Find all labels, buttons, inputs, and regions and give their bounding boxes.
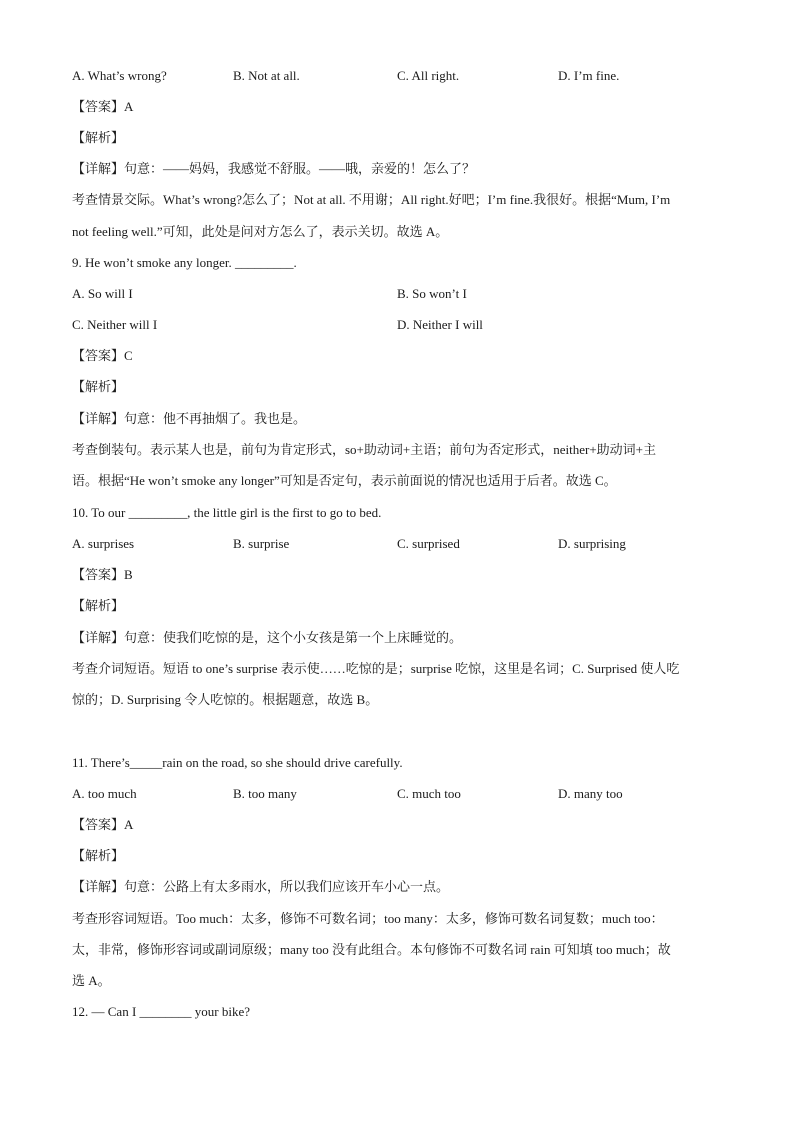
q9-option-b: B. So won’t I: [397, 286, 467, 301]
q10-option-d: D. surprising: [558, 536, 626, 551]
q9-detail: 【详解】句意：他不再抽烟了。我也是。: [72, 411, 307, 426]
q11-detail: 【详解】句意：公路上有太多雨水，所以我们应该开车小心一点。: [72, 879, 450, 894]
q8-option-d: D. I’m fine.: [558, 68, 620, 83]
q10-option-b: B. surprise: [233, 536, 290, 551]
q8-option-b: B. Not at all.: [233, 68, 300, 83]
q8-option-a: A. What’s wrong?: [72, 68, 167, 83]
q8-detail: 【详解】句意：——妈妈，我感觉不舒服。——哦，亲爱的！怎么了？: [72, 161, 476, 176]
q9-explain-line-1: 考查倒装句。表示某人也是，前句为肯定形式，so+助动词+主语；前句为否定形式，neither+助动词+主: [72, 442, 656, 457]
q8-explain-line-2: not feeling well.”可知，此处是问对方怎么了，表示关切。故选 A。: [72, 224, 449, 239]
q9-option-a: A. So will I: [72, 286, 133, 301]
q10-analysis-label: 【解析】: [72, 598, 125, 613]
q11-answer: 【答案】A: [72, 817, 134, 832]
q10-answer: 【答案】B: [72, 567, 133, 582]
q11-option-a: A. too much: [72, 786, 137, 801]
q10-option-a: A. surprises: [72, 536, 135, 551]
q11-option-b: B. too many: [233, 786, 297, 801]
q12-stem: 12. — Can I ________ your bike?: [72, 1004, 251, 1019]
q10-stem: 10. To our _________, the little girl is the first to go to bed.: [72, 505, 382, 520]
q8-answer: 【答案】A: [72, 99, 134, 114]
q10-option-c: C. surprised: [397, 536, 460, 551]
q9-explain-line-2: 语。根据“He won’t smoke any longer”可知是否定句，表示前面说的情况也适用于后者。故选 C。: [72, 473, 617, 488]
q10-explain-line-1: 考查介词短语。短语 to one’s surprise 表示使……吃惊的是；surprise 吃惊，这里是名词；C. Surprised 使人吃: [72, 661, 680, 676]
q11-stem: 11. There’s_____rain on the road, so she should drive carefully.: [72, 755, 403, 770]
q10-detail: 【详解】句意：使我们吃惊的是，这个小女孩是第一个上床睡觉的。: [72, 630, 463, 645]
q9-option-d: D. Neither I will: [397, 317, 483, 332]
q9-analysis-label: 【解析】: [72, 379, 125, 394]
q8-explain-line-1: 考查情景交际。What’s wrong?怎么了；Not at all. 不用谢；All right.好吧；I’m fine.我很好。根据“Mum, I’m: [72, 192, 671, 207]
q10-explain-line-2: 惊的；D. Surprising 令人吃惊的。根据题意，故选 B。: [72, 692, 379, 707]
q11-analysis-label: 【解析】: [72, 848, 125, 863]
q11-explain-line-2: 太，非常，修饰形容词或副词原级；many too 没有此组合。本句修饰不可数名词 rain 可知填 too much；故: [72, 942, 671, 957]
q9-answer: 【答案】C: [72, 348, 133, 363]
q9-option-c: C. Neither will I: [72, 317, 158, 332]
q11-option-d: D. many too: [558, 786, 623, 801]
q8-option-c: C. All right.: [397, 68, 460, 83]
q11-option-c: C. much too: [397, 786, 461, 801]
q9-stem: 9. He won’t smoke any longer. _________.: [72, 255, 297, 270]
q11-explain-line-3: 选 A。: [72, 973, 111, 988]
q11-explain-line-1: 考查形容词短语。Too much：太多，修饰不可数名词；too many：太多，修饰可数名词复数；much too：: [72, 911, 664, 926]
q8-analysis-label: 【解析】: [72, 130, 125, 145]
